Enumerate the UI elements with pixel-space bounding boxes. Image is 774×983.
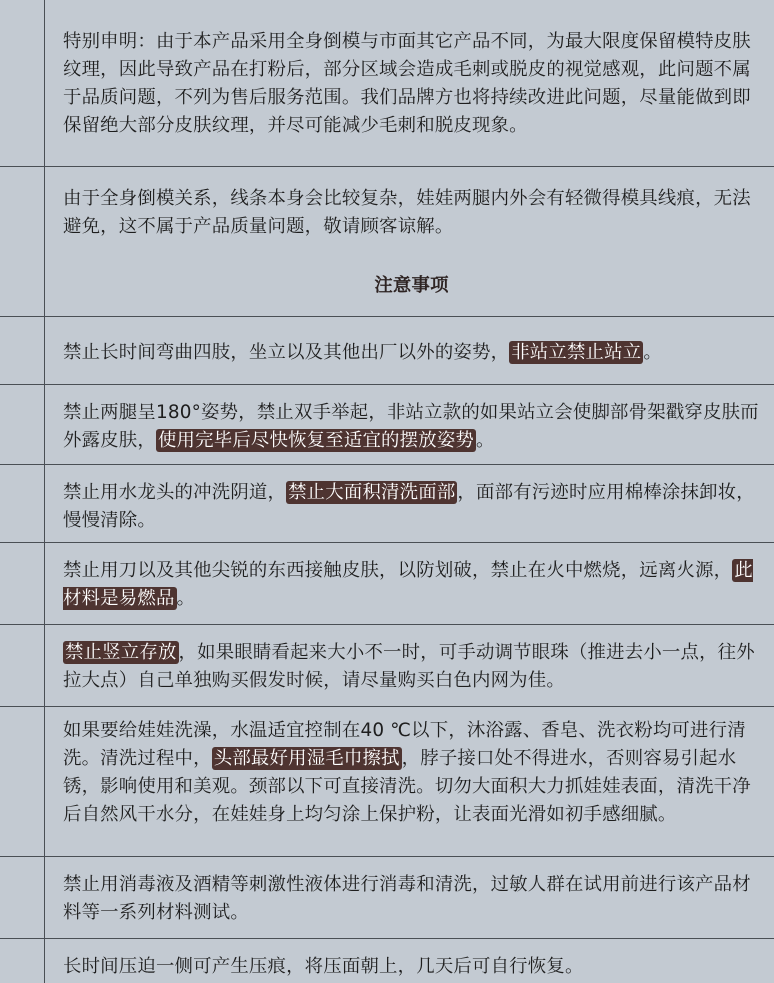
rule-text-after: 。 xyxy=(476,430,495,451)
rule-row xyxy=(0,856,774,938)
rule-cell xyxy=(44,385,774,464)
rule-row xyxy=(0,706,774,856)
rule-text-after: 。 xyxy=(643,342,662,363)
section-title-row xyxy=(0,258,774,316)
rule-cell xyxy=(44,317,774,384)
rule-row xyxy=(0,938,774,983)
rule-row xyxy=(0,542,774,624)
notice-cell xyxy=(44,0,774,166)
notice-row-mold-lines xyxy=(0,166,774,258)
rule-cell xyxy=(44,625,774,706)
notice-row-special xyxy=(0,0,774,166)
rule-text: 禁止用消毒液及酒精等刺激性液体进行消毒和清洗，过敏人群在试用前进行该产品材料等一系列材料测试。 xyxy=(63,874,751,923)
rule-highlight: 头部最好用湿毛巾擦拭 xyxy=(213,748,400,769)
notice-cell xyxy=(44,167,774,258)
rule-highlight: 此材料是易燃品 xyxy=(63,560,753,609)
rule-text: 禁止用刀以及其他尖锐的东西接触皮肤，以防划破，禁止在火中燃烧，远离火源， xyxy=(63,560,733,581)
rule-row xyxy=(0,464,774,542)
section-title: 注意事项 xyxy=(374,275,449,296)
rule-text: 长时间压迫一侧可产生压痕，将压面朝上，几天后可自行恢复。 xyxy=(63,956,584,977)
rule-highlight: 使用完毕后尽快恢复至适宜的摆放姿势 xyxy=(157,430,475,451)
rule-cell xyxy=(44,465,774,542)
rule-text: 禁止用水龙头的冲洗阴道， xyxy=(63,482,287,503)
rule-highlight: 禁止大面积清洗面部 xyxy=(288,482,456,503)
rule-text-after: ，脖子接口处不得进水，否则容易引起水锈，影响使用和美观。颈部以下可直接清洗。切勿大面积大力抓娃娃表面，清洗干净后自然风干水分，在娃娃身上均匀涂上保护粉，让表面光滑如初手感细腻。 xyxy=(63,748,751,825)
rule-cell xyxy=(44,939,774,983)
rule-row xyxy=(0,316,774,384)
mold-lines-notice-text: 由于全身倒模关系，线条本身会比较复杂，娃娃两腿内外会有轻微得模具线痕，无法避免，这不属于产品质量问题，敬请顾客谅解。 xyxy=(63,188,751,237)
rule-cell xyxy=(44,707,774,856)
rule-text: 禁止两腿呈180°姿势，禁止双手举起，非站立款的如果站立会使脚部骨架戳穿皮肤而外露皮肤， xyxy=(63,402,759,451)
section-title-cell xyxy=(44,258,774,316)
rule-cell xyxy=(44,857,774,938)
special-notice-text: 特别申明：由于本产品采用全身倒模与市面其它产品不同，为最大限度保留模特皮肤纹理，因此导致产品在打粉后，部分区域会造成毛刺或脱皮的视觉感观，此问题不属于品质问题，不列为售后服务范围。我们品牌方也将持续改进此问题，尽量能做到即保留绝大部分皮肤纹理，并尽可能减少毛刺和脱皮现象。 xyxy=(63,31,751,136)
rule-text: 如果要给娃娃洗澡，水温适宜控制在40 ℃以下，沐浴露、香皂、洗衣粉均可进行清洗。清洗过程中， xyxy=(63,720,746,769)
rule-row xyxy=(0,384,774,464)
rule-cell xyxy=(44,543,774,624)
rule-text-after: 。 xyxy=(176,588,196,609)
rule-row xyxy=(0,624,774,706)
rule-text-after: ，如果眼睛看起来大小不一时，可手动调节眼珠（推进去小一点，往外拉大点）自己单独购买假发时候，请尽量购买白色内网为佳。 xyxy=(63,642,755,691)
rule-highlight: 禁止竖立存放 xyxy=(65,642,177,663)
rule-highlight: 非站立禁止站立 xyxy=(511,342,642,363)
rule-text: 禁止长时间弯曲四肢，坐立以及其他出厂以外的姿势， xyxy=(63,342,510,363)
rule-text-after: ，面部有污迹时应用棉棒涂抹卸妆，慢慢清除。 xyxy=(63,482,755,531)
